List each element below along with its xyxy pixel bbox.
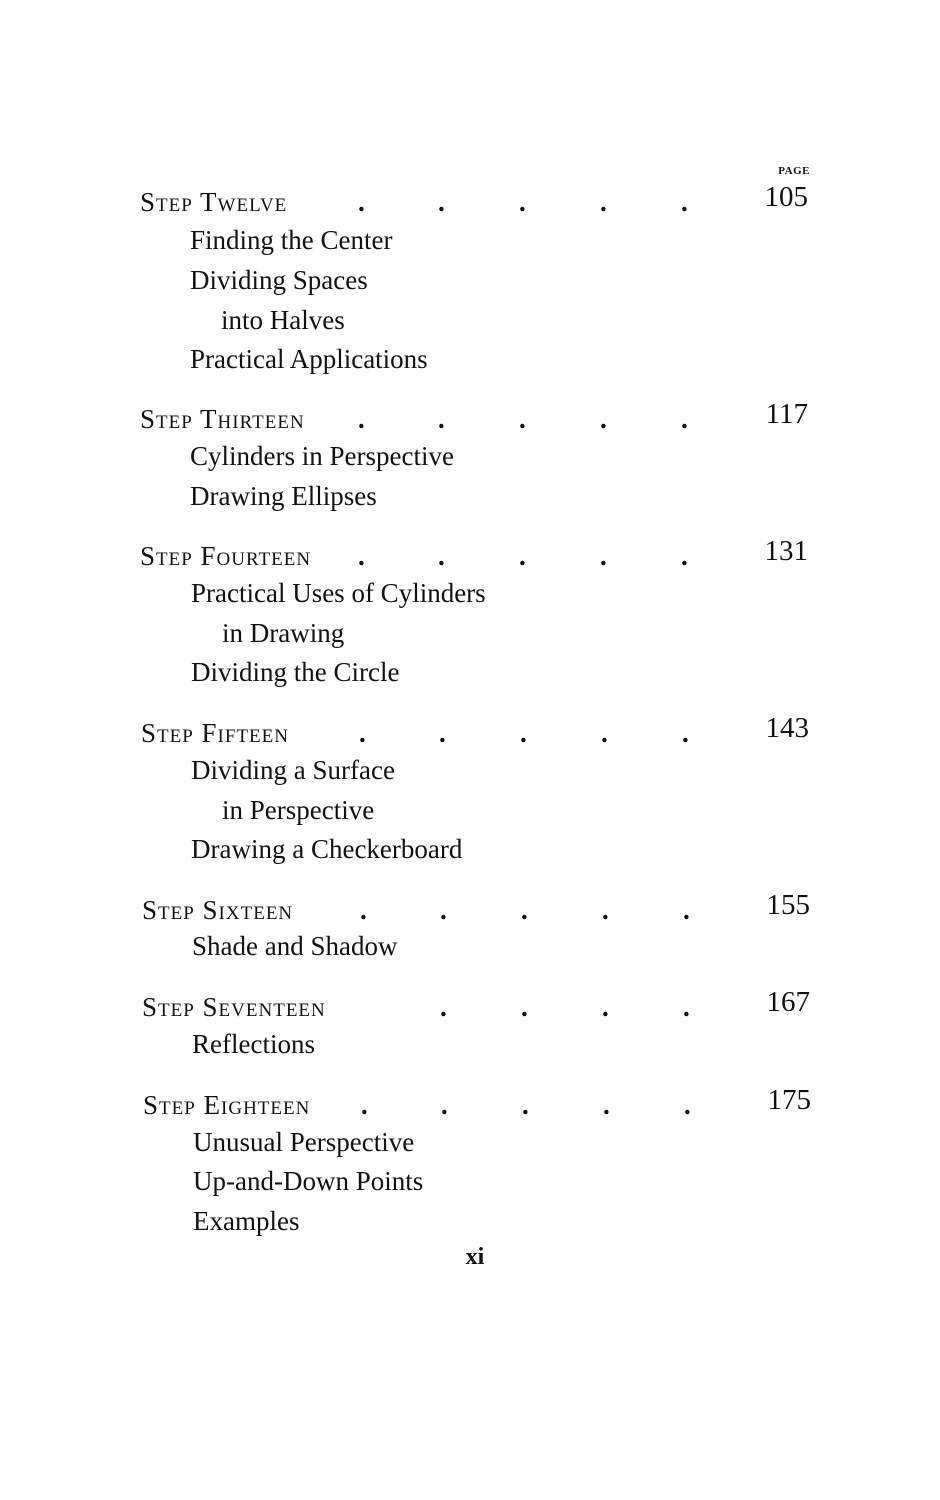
toc-subitem: Up-and-Down Points bbox=[193, 1166, 424, 1196]
toc-subitem: in Drawing bbox=[222, 618, 345, 648]
toc-subitem: Dividing a Surface bbox=[191, 755, 395, 785]
step-title: Step Thirteen bbox=[140, 404, 305, 434]
toc-subitem: Shade and Shadow bbox=[192, 931, 398, 961]
leader-dot: . bbox=[601, 718, 608, 748]
leader-dot: . bbox=[440, 895, 447, 925]
toc-subitem: into Halves bbox=[221, 305, 345, 335]
leader-dot: . bbox=[681, 187, 688, 217]
leader-dot: . bbox=[358, 187, 365, 217]
leader-dot: . bbox=[522, 1090, 529, 1120]
step-title: Step Sixteen bbox=[142, 895, 294, 925]
leader-dot: . bbox=[361, 1090, 368, 1120]
step-title: Step Twelve bbox=[140, 187, 288, 217]
toc-subitem: in Perspective bbox=[222, 795, 375, 825]
leader-dot: . bbox=[360, 895, 367, 925]
leader-dot: . bbox=[359, 718, 366, 748]
page-column-label: PAGE bbox=[778, 165, 810, 177]
toc-step-row bbox=[142, 889, 822, 931]
page-folio: xi bbox=[465, 1244, 485, 1270]
toc-step-row bbox=[140, 398, 820, 440]
step-title: Step Seventeen bbox=[142, 992, 326, 1022]
toc-subitem: Drawing a Checkerboard bbox=[191, 834, 463, 864]
leader-dot: . bbox=[439, 718, 446, 748]
leader-dot: . bbox=[600, 404, 607, 434]
leader-dot: . bbox=[681, 404, 688, 434]
toc-step-row bbox=[140, 181, 820, 223]
page-number: 143 bbox=[765, 712, 809, 744]
toc-subitem: Finding the Center bbox=[190, 225, 393, 255]
toc-subitem: Reflections bbox=[192, 1029, 315, 1059]
leader-dot: . bbox=[600, 541, 607, 571]
leader-dot: . bbox=[358, 404, 365, 434]
leader-dot: . bbox=[683, 992, 690, 1022]
page-number: 167 bbox=[766, 986, 810, 1018]
toc-step-row bbox=[140, 535, 820, 577]
leader-dot: . bbox=[519, 187, 526, 217]
leader-dot: . bbox=[600, 187, 607, 217]
leader-dot: . bbox=[519, 541, 526, 571]
leader-dot: . bbox=[520, 718, 527, 748]
leader-dot: . bbox=[602, 895, 609, 925]
toc-subitem: Unusual Perspective bbox=[193, 1127, 415, 1157]
leader-dot: . bbox=[358, 541, 365, 571]
page-number: 105 bbox=[764, 181, 808, 213]
toc-step-row bbox=[141, 712, 821, 754]
toc-step-row bbox=[143, 1084, 823, 1126]
page-number: 131 bbox=[764, 535, 808, 567]
leader-dot: . bbox=[682, 718, 689, 748]
leader-dot: . bbox=[521, 992, 528, 1022]
toc-step-row bbox=[142, 986, 822, 1028]
page-number: 155 bbox=[766, 889, 810, 921]
leader-dot: . bbox=[603, 1090, 610, 1120]
page-number: 175 bbox=[767, 1084, 811, 1116]
toc-subitem: Drawing Ellipses bbox=[190, 481, 377, 511]
leader-dot: . bbox=[441, 1090, 448, 1120]
leader-dot: . bbox=[602, 992, 609, 1022]
leader-dot: . bbox=[440, 992, 447, 1022]
toc-subitem: Practical Uses of Cylinders bbox=[191, 578, 486, 608]
page-number: 117 bbox=[765, 398, 808, 430]
toc-subitem: Cylinders in Perspective bbox=[190, 441, 454, 471]
toc-subitem: Dividing Spaces bbox=[190, 265, 368, 295]
toc-subitem: Practical Applications bbox=[190, 344, 428, 374]
toc-subitem: Examples bbox=[193, 1206, 300, 1236]
step-title: Step Eighteen bbox=[143, 1090, 311, 1120]
leader-dot: . bbox=[438, 541, 445, 571]
step-title: Step Fourteen bbox=[140, 541, 312, 571]
leader-dot: . bbox=[521, 895, 528, 925]
leader-dot: . bbox=[519, 404, 526, 434]
leader-dot: . bbox=[684, 1090, 691, 1120]
leader-dot: . bbox=[438, 404, 445, 434]
toc-subitem: Dividing the Circle bbox=[191, 657, 400, 687]
leader-dot: . bbox=[683, 895, 690, 925]
leader-dot: . bbox=[681, 541, 688, 571]
leader-dot: . bbox=[438, 187, 445, 217]
step-title: Step Fifteen bbox=[141, 718, 289, 748]
